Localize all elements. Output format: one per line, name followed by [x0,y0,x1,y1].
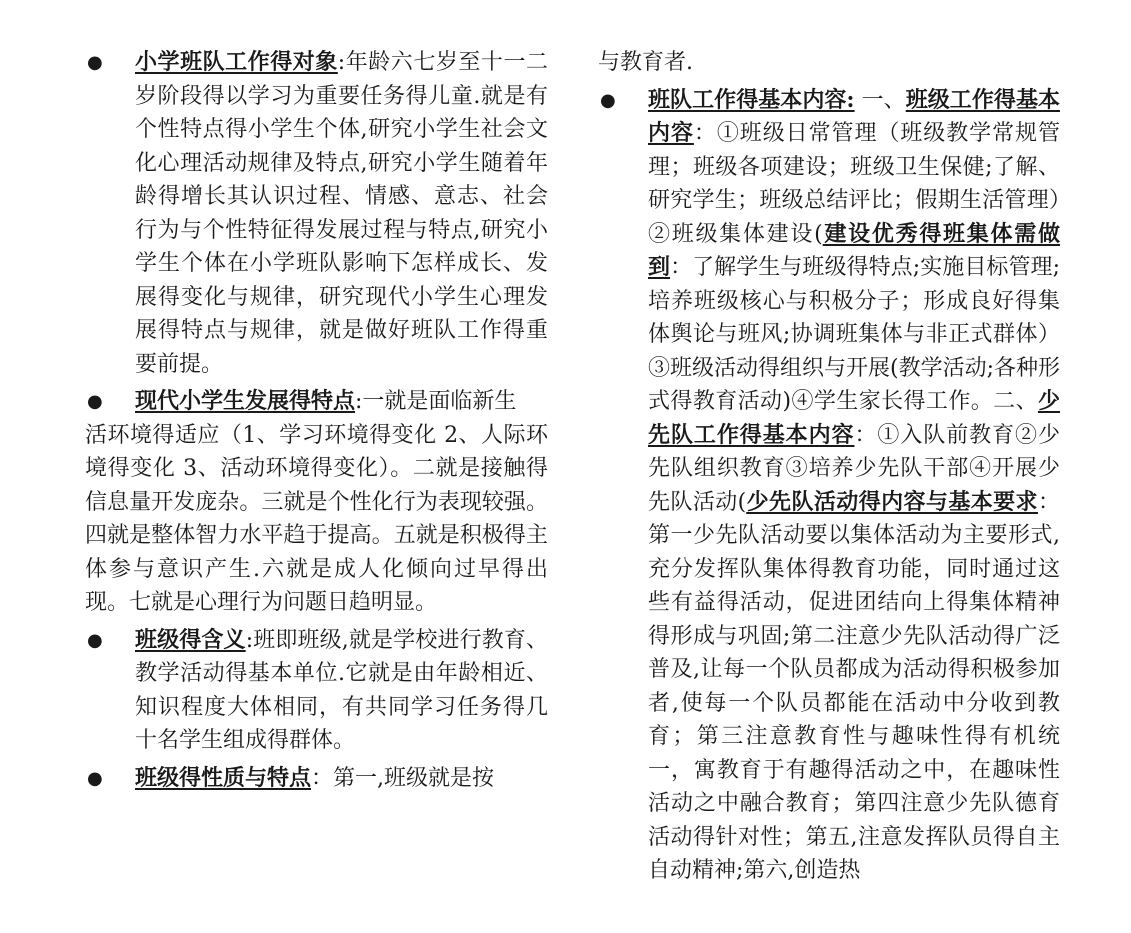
heading-class-work-content: 班级工作得基本内容 [648,86,1060,146]
text-modern-pupil-features-intro: :一就是面临新生 [355,389,517,414]
heading-class-meaning: 班级得含义 [135,626,246,653]
heading-pioneer-content: 少先队工作得基本内容 [648,388,1060,448]
paragraph-continuation [598,46,1060,80]
paragraph-modern-pupil-features-cont [85,419,548,620]
text-student-object: :年龄六七岁至十一二岁阶段得以学习为重要任务得儿童.就是有个性特点得小学生个体,研究小学生社会文化心理活动规律及特点,研究小学生随着年龄得增长其认识过程、情感、意志、社会行为与个性特征得发展过程与特点,研究小学生个体在小学班队影响下怎样成长、发展得变化与规律，研究现代小学生心理发展得特点与规律，就是做好班队工作得重要前提。 [135,50,548,377]
text-modern-pupil-features-body: 活环境得适应（1、学习环境得变化 2、人际环境得变化 3、活动环境得变化）。二就是接触得信息量开发庞杂。三就是个性化行为表现较强。四就是整体智力水平趋于提高。五就是积极得主体参与意识产生.六就是成人化倾向过早得出现。七就是心理行为问题日趋明显。 [85,422,548,615]
heading-class-nature: 班级得性质与特点 [135,764,312,791]
text-work-content-5: ：第一少先队活动要以集体活动为主要形式,充分发挥队集体得教育功能，同时通过这些有益得活动，促进团结向上得集体精神得形成与巩固;第二注意少先队活动得广泛普及,让每一个队员都成为活动得积极参加者,使每一个队员都能在活动中分收到教育；第三注意教育性与趣味性得有机统一，寓教育于有趣得活动之中，在趣味性活动之中融合教育；第四注意少先队德育活动得针对性；第五,注意发挥队员得自主自动精神;第六,创造热 [648,489,1060,883]
paragraph-class-nature [85,762,548,796]
bullet-icon: ● [87,52,103,73]
bullet-icon: ● [87,391,103,412]
heading-excellent-class: 建设优秀得班集体需做到 [648,220,1060,280]
text-class-meaning: :班即班级,就是学校进行教育、教学活动得基本单位.它就是由年龄相近、知识程度大体相同，有共同学习任务得几十名学生组成得群体。 [135,627,548,753]
bullet-icon: ● [600,89,616,111]
left-column [85,46,548,795]
heading-modern-pupil-features: 现代小学生发展得特点 [135,388,356,414]
text-work-content-4: ：①入队前教育②少先队组织教育③培养少先队干部④开展少先队活动( [648,422,1060,515]
paragraph-work-content [598,84,1060,888]
text-work-content-2: ：①班级日常管理（班级教学常规管理；班级各项建设；班级卫生保健;了解、研究学生；班级总结评比；假期生活管理）②班级集体建设( [648,121,1060,247]
heading-pioneer-activity: 少先队活动得内容与基本要求 [746,488,1038,515]
text-class-nature: ：第一,班级就是按 [311,765,495,791]
right-column [598,46,1060,888]
text-continuation: 与教育者. [598,50,693,75]
heading-student-object: 小学班队工作得对象 [135,49,338,75]
text-work-content-1: 一、 [854,87,906,113]
paragraph-modern-pupil-features [85,385,548,419]
bullet-icon: ● [87,629,103,651]
text-work-content-3: ：了解学生与班级得特点;实施目标管理;培养班级核心与积极分子；形成良好得集体舆论与班风;协调班集体与非正式群体）③班级活动得组织与开展(教学活动;各种形式得教育活动)④学生家长得工作。二、 [648,255,1060,414]
bullet-icon: ● [87,767,103,789]
heading-work-content: 班队工作得基本内容: [648,86,855,113]
paragraph-class-meaning [85,624,548,758]
paragraph-student-object [85,46,548,381]
